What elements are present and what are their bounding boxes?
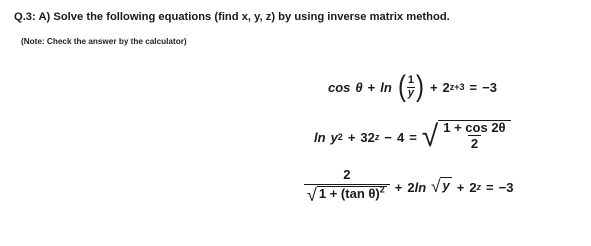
eq3-coef: 2: [407, 179, 415, 195]
eq1-theta: θ: [355, 79, 363, 95]
eq3-equals: =: [486, 179, 494, 195]
equation-3: [304, 168, 513, 206]
eq1-base: 2: [442, 79, 450, 95]
eq3-den-exponent: 2: [379, 184, 385, 195]
eq3-rhs: −3: [498, 179, 514, 195]
eq3-sqrt-y: [431, 177, 452, 197]
eq2-base: 32: [360, 129, 375, 145]
eq2-equals: =: [409, 129, 417, 145]
eq2-frac-den: 2: [468, 135, 481, 151]
eq3-sqrt-y-symbol: √: [431, 177, 441, 197]
eq3-sqrt-symbol: √: [307, 185, 317, 206]
eq1-paren-fraction: [397, 72, 425, 102]
eq2-sqrt-symbol: √: [421, 120, 439, 153]
eq1-left-paren: (: [397, 70, 406, 103]
eq1-equals: =: [469, 79, 478, 95]
eq3-fraction: [304, 168, 390, 206]
eq3-base: 2: [469, 179, 477, 195]
eq2-fraction: [438, 120, 510, 154]
eq1-right-paren: ): [415, 70, 424, 103]
eq3-frac-num: 2: [343, 167, 351, 182]
question-heading: [14, 11, 450, 23]
eq2-y: y: [330, 129, 338, 145]
eq1-frac-den: y: [407, 86, 414, 99]
eq1-fraction: [407, 75, 415, 99]
eq3-den-text: 1 + (tan θ): [318, 186, 380, 202]
equation-2: ln y 2 + 32 z − 4 = √ $\frac{1 + \cos 2\theta}{2}$: [314, 120, 511, 154]
question-number: Q.3:: [14, 11, 36, 23]
eq1-plus1: +: [367, 79, 376, 95]
eq1-ln: ln: [380, 79, 392, 95]
eq1-rhs: −3: [482, 79, 497, 95]
eq2-ln: ln: [314, 129, 326, 145]
eq1-cos: cos: [328, 79, 351, 95]
eq1-plus2: +: [429, 79, 438, 95]
eq1-frac-num: 1: [407, 73, 414, 86]
eq3-y: y: [440, 177, 451, 197]
eq3-plus2: +: [456, 179, 465, 195]
eq2-plus: +: [347, 129, 356, 145]
eq3-radicand: [317, 186, 387, 206]
eq3-radical: [307, 186, 387, 206]
eq3-frac-den: [304, 184, 390, 206]
eq3-exponent: z: [476, 182, 482, 193]
eq2-minus: −: [384, 129, 392, 145]
eq2-frac-num: 1 + cos 2θ: [443, 120, 506, 135]
equation-1: cos θ + ln ( $\frac{1}{y}$ ) + 2 z+3 = −3: [328, 70, 497, 103]
eq3-ln: ln: [414, 179, 427, 195]
note-text: (Note: Check the answer by the calculator): [21, 37, 187, 46]
eq2-exponent: z: [374, 132, 380, 142]
eq2-four: 4: [396, 129, 405, 145]
eq2-radical: [422, 120, 511, 154]
eq3-plus1: +: [394, 179, 403, 195]
question-text: A) Solve the following equations (find x, y, z) by using inverse matrix method.: [38, 11, 450, 23]
